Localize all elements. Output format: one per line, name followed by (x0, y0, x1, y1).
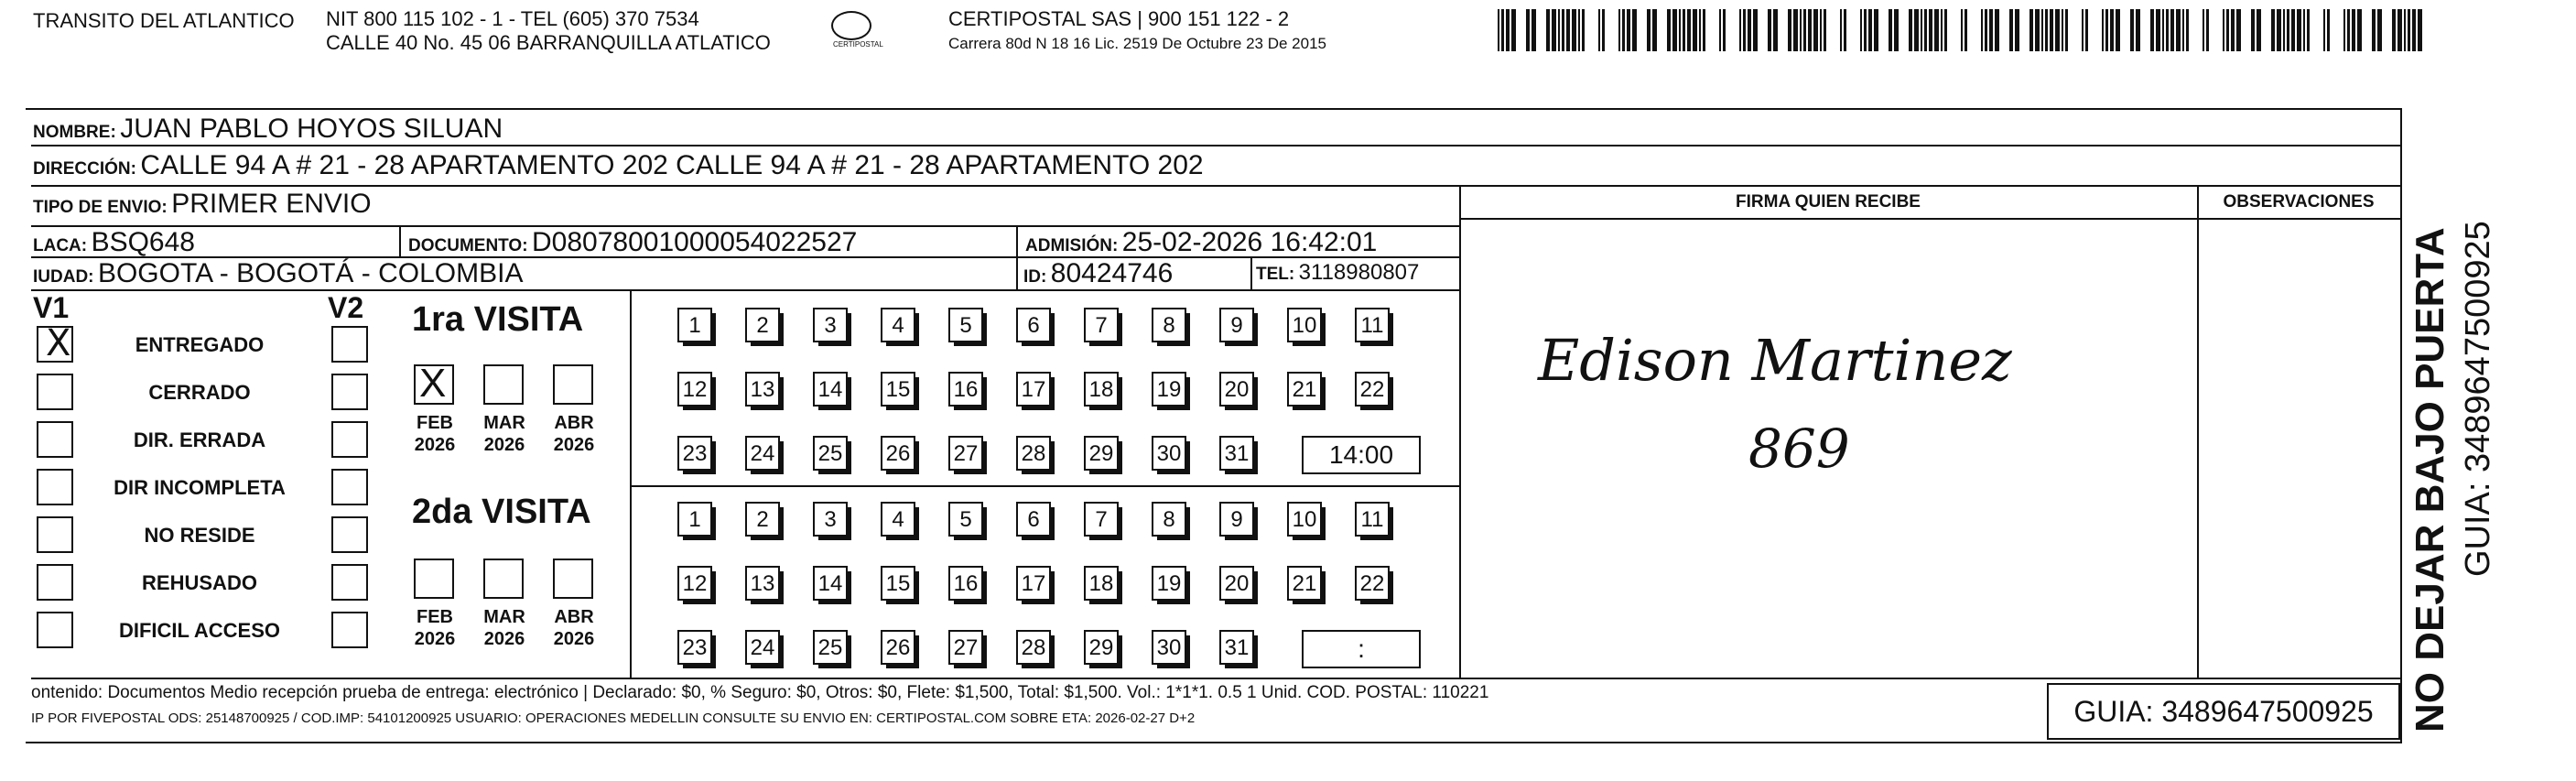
month-label: ABR 2026 (553, 413, 595, 455)
barcode-bar (1622, 9, 1625, 51)
day-box[interactable]: 15 (881, 372, 915, 407)
tel-cell: TEL: 3118980807 (1256, 260, 1420, 285)
month-label: MAR 2026 (483, 607, 525, 649)
shipment-type: PRIMER ENVIO (171, 189, 372, 219)
barcode-bar (2287, 9, 2289, 51)
barcode-bar (1981, 9, 1983, 51)
barcode-bar (2257, 9, 2261, 51)
barcode-bar (2170, 9, 2174, 51)
barcode-bar (1683, 9, 1685, 51)
day-box[interactable]: 17 (1016, 566, 1051, 601)
barcode-bar (2223, 9, 2224, 51)
barcode-bar (1552, 9, 1556, 51)
barcode-bar (1566, 9, 1570, 51)
barcode-bar (2343, 9, 2345, 51)
observations-header: OBSERVACIONES (2223, 192, 2375, 212)
barcode-bar (1868, 9, 1872, 51)
status-label: REHUSADO (142, 571, 257, 594)
barcode-bar (1985, 9, 1987, 51)
barcode-bar (1506, 9, 1510, 51)
barcode-bar (2110, 9, 2114, 51)
day-box[interactable]: 21 (1287, 372, 1322, 407)
barcode-bar (1652, 9, 1657, 51)
day-box[interactable]: 22 (1355, 372, 1390, 407)
day-box[interactable]: 28 (1016, 436, 1051, 471)
day-box[interactable]: 16 (948, 566, 983, 601)
barcode-bar (2347, 9, 2350, 51)
barcode-bar (1808, 9, 1812, 51)
barcode-bar (2226, 9, 2229, 51)
barcode-bar (1874, 9, 1878, 51)
barcode-bar (1941, 9, 1943, 51)
barcode-bar (1699, 9, 1701, 51)
day-box[interactable]: 1 (677, 502, 712, 537)
recipient-name: JUAN PABLO HOYOS SILUAN (120, 114, 503, 144)
company-name: TRANSITO DEL ATLANTICO (33, 9, 295, 32)
v2-label: V2 (328, 291, 364, 324)
day-box[interactable]: 14 (813, 372, 848, 407)
barcode-bar (2102, 9, 2104, 51)
day-box[interactable]: 19 (1152, 372, 1186, 407)
barcode-bar (1647, 9, 1651, 51)
day-box[interactable]: 30 (1152, 630, 1186, 665)
month-label: FEB 2026 (414, 607, 456, 649)
day-box[interactable]: 7 (1084, 502, 1119, 537)
document-cell: DOCUMENTO: D08078001000054022527 (408, 227, 858, 257)
barcode-bar (1739, 9, 1741, 51)
day-box[interactable]: 24 (745, 436, 780, 471)
barcode-bar (2291, 9, 2295, 51)
day-box[interactable]: 16 (948, 372, 983, 407)
barcode-bar (2105, 9, 2108, 51)
signature-header: FIRMA QUIEN RECIBE (1736, 192, 1921, 212)
v1-checkbox[interactable] (37, 469, 73, 505)
barcode-bar (2327, 9, 2330, 51)
barcode-bar (1964, 9, 1967, 51)
v2-checkbox[interactable] (331, 374, 368, 410)
barcode-bar (2186, 9, 2189, 51)
time-box[interactable]: 14:00 (1302, 436, 1421, 474)
footer-content: ontenido: Documentos Medio recepción prueba de entrega: electrónico | Declarado: $0, % Seguro: $0, Otros: $0, Flete: $1,500, Total: $1,500. Vol.: 1*1*1. 0.5 1 Unid. COD. POSTAL: 110221 (31, 683, 1489, 702)
barcode-bar (2085, 9, 2088, 51)
day-box[interactable]: 9 (1219, 308, 1254, 342)
v1-checkbox[interactable] (37, 374, 73, 410)
barcode-bar (2182, 9, 2184, 51)
barcode-bar (1598, 9, 1600, 51)
barcode-bar (1546, 9, 1550, 51)
barcode-bar (2404, 9, 2406, 51)
month-checkbox[interactable] (483, 364, 524, 405)
barcode-bar (1667, 9, 1671, 51)
barcode-bar (2130, 9, 2134, 51)
barcode-bar (2082, 9, 2084, 51)
barcode-bar (2323, 9, 2325, 51)
barcode-bar (2150, 9, 2154, 51)
barcode-bar (1511, 9, 1516, 51)
day-box[interactable]: 12 (677, 566, 712, 601)
day-box[interactable]: 7 (1084, 308, 1119, 342)
barcode-bar (2236, 9, 2241, 51)
signature-name: Edison Martinez (1538, 327, 2012, 394)
status-label: ENTREGADO (135, 333, 265, 356)
barcode-bar (1558, 9, 1560, 51)
barcode-bar (2297, 9, 2301, 51)
address-row: DIRECCIÓN: CALLE 94 A # 21 - 28 APARTAMENTO 202 CALLE 94 A # 21 - 28 APARTAMENTO 202 (33, 150, 1204, 180)
barcode-bar (2055, 9, 2060, 51)
barcode-bar (1889, 9, 1892, 51)
v1-label: V1 (33, 291, 70, 324)
signature-number: 869 (1748, 418, 1850, 480)
day-box[interactable]: 13 (745, 372, 780, 407)
barcode-bar (2116, 9, 2120, 51)
day-box[interactable]: 23 (677, 436, 712, 471)
barcode-bar (1800, 9, 1802, 51)
barcode-bar (1989, 9, 1993, 51)
barcode-bar (2418, 9, 2422, 51)
barcode-bar (1820, 9, 1822, 51)
barcode-bar (1723, 9, 1726, 51)
day-box[interactable]: 5 (948, 502, 983, 537)
day-box[interactable]: 1 (677, 308, 712, 342)
barcode-bar (1743, 9, 1746, 51)
day-box[interactable]: 26 (881, 436, 915, 471)
carrier-address: Carrera 80d N 18 16 Lic. 2519 De Octubre 23 De 2015 (948, 35, 1326, 52)
day-box[interactable]: 22 (1355, 566, 1390, 601)
day-box[interactable]: 6 (1016, 308, 1051, 342)
day-box[interactable]: 31 (1219, 436, 1254, 471)
day-box[interactable]: 14 (813, 566, 848, 601)
month-checkbox[interactable] (414, 559, 454, 599)
month-label: ABR 2026 (553, 607, 595, 649)
v1-checkbox[interactable] (37, 612, 73, 648)
nit-line: NIT 800 115 102 - 1 - TEL (605) 370 7534 (326, 7, 699, 30)
visit1-title: 1ra VISITA (412, 300, 584, 339)
barcode-bar (2062, 9, 2063, 51)
barcode-bar (2136, 9, 2140, 51)
v1-delivered-mark: X (46, 322, 71, 364)
day-box[interactable]: 13 (745, 566, 780, 601)
plate-cell: LACA: BSQ648 (33, 227, 195, 257)
v2-checkbox[interactable] (331, 421, 368, 458)
month-label: MAR 2026 (483, 413, 525, 455)
barcode-bar (1753, 9, 1758, 51)
v1-checkbox[interactable] (37, 516, 73, 553)
barcode-bar (2307, 9, 2310, 51)
barcode-bar (1909, 9, 1912, 51)
barcode-bar (1632, 9, 1637, 51)
guia-box: GUIA: 3489647500925 (2047, 683, 2400, 740)
day-box[interactable]: 4 (881, 502, 915, 537)
barcode-bar (2412, 9, 2416, 51)
barcode-bar (2271, 9, 2275, 51)
barcode-bar (2277, 9, 2281, 51)
day-box[interactable]: 18 (1084, 566, 1119, 601)
barcode-bar (1578, 9, 1580, 51)
month-label: FEB 2026 (414, 413, 456, 455)
barcode-bar (2357, 9, 2362, 51)
barcode-bar (1602, 9, 1605, 51)
day-box[interactable]: 10 (1287, 308, 1322, 342)
barcode-bar (1921, 9, 1922, 51)
barcode-bar (2045, 9, 2048, 51)
barcode-bar (2303, 9, 2305, 51)
barcode-bar (2397, 9, 2402, 51)
barcode-bar (1679, 9, 1681, 51)
side-warning: NO DEJAR BAJO PUERTA (2408, 227, 2452, 732)
barcode-bar (1995, 9, 1999, 51)
handwritten-signature (1520, 311, 2087, 494)
barcode-bar (2283, 9, 2285, 51)
barcode-bar (2372, 9, 2376, 51)
barcode-bar (1860, 9, 1862, 51)
barcode-bar (1840, 9, 1842, 51)
barcode-bar (1924, 9, 1927, 51)
v2-checkbox[interactable] (331, 612, 368, 648)
barcode-bar (2408, 9, 2410, 51)
barcode (1498, 9, 2428, 51)
barcode-bar (2035, 9, 2040, 51)
v1-checkbox[interactable] (37, 421, 73, 458)
day-box[interactable]: 29 (1084, 436, 1119, 471)
day-box[interactable]: 29 (1084, 630, 1119, 665)
status-label: DIR. ERRADA (133, 428, 266, 451)
name-row: NOMBRE: JUAN PABLO HOYOS SILUAN (33, 114, 503, 144)
barcode-bar (1501, 9, 1504, 51)
barcode-bar (1894, 9, 1899, 51)
v2-checkbox[interactable] (331, 516, 368, 553)
barcode-bar (1572, 9, 1576, 51)
barcode-bar (1562, 9, 1564, 51)
day-box[interactable]: 24 (745, 630, 780, 665)
day-box[interactable]: 10 (1287, 502, 1322, 537)
barcode-bar (1934, 9, 1939, 51)
barcode-bar (2162, 9, 2164, 51)
id-cell: ID: 80424746 (1023, 258, 1174, 288)
barcode-bar (1532, 9, 1536, 51)
day-box[interactable]: 27 (948, 630, 983, 665)
day-box[interactable]: 20 (1219, 566, 1254, 601)
time-box[interactable]: : (1302, 630, 1421, 668)
status-label: CERRADO (148, 381, 251, 404)
barcode-bar (1672, 9, 1677, 51)
day-box[interactable]: 5 (948, 308, 983, 342)
barcode-bar (2377, 9, 2382, 51)
barcode-bar (1914, 9, 1919, 51)
status-label: NO RESIDE (144, 524, 255, 547)
day-box[interactable]: 11 (1355, 308, 1390, 342)
barcode-bar (1526, 9, 1530, 51)
day-box[interactable]: 26 (881, 630, 915, 665)
barcode-bar (1627, 9, 1630, 51)
day-box[interactable]: 23 (677, 630, 712, 665)
barcode-bar (1719, 9, 1721, 51)
barcode-bar (1813, 9, 1818, 51)
barcode-bar (2251, 9, 2255, 51)
barcode-bar (2176, 9, 2181, 51)
logo-icon (831, 11, 871, 40)
barcode-bar (2009, 9, 2013, 51)
day-box[interactable]: 6 (1016, 502, 1051, 537)
month-mark: X (419, 361, 447, 406)
barcode-bar (1768, 9, 1771, 51)
day-box[interactable]: 2 (745, 308, 780, 342)
day-box[interactable]: 20 (1219, 372, 1254, 407)
day-box[interactable]: 8 (1152, 308, 1186, 342)
barcode-bar (1498, 9, 1499, 51)
address-line: CALLE 40 No. 45 06 BARRANQUILLA ATLATICO (326, 31, 771, 54)
barcode-bar (1582, 9, 1585, 51)
day-box[interactable]: 2 (745, 502, 780, 537)
recipient-address: CALLE 94 A # 21 - 28 APARTAMENTO 202 CALLE 94 A # 21 - 28 APARTAMENTO 202 (140, 150, 1204, 180)
barcode-bar (2203, 9, 2204, 51)
side-guia: GUIA: 3489647500925 (2459, 221, 2497, 577)
day-box[interactable]: 25 (813, 436, 848, 471)
visit2-title: 2da VISITA (412, 493, 591, 531)
barcode-bar (1824, 9, 1826, 51)
day-box[interactable]: 30 (1152, 436, 1186, 471)
v1-checkbox[interactable] (37, 564, 73, 601)
day-box[interactable]: 21 (1287, 566, 1322, 601)
status-label: DIR INCOMPLETA (114, 476, 286, 499)
barcode-bar (1618, 9, 1620, 51)
barcode-bar (2050, 9, 2053, 51)
type-row: TIPO DE ENVIO: PRIMER ENVIO (33, 189, 372, 219)
day-box[interactable]: 11 (1355, 502, 1390, 537)
barcode-bar (2231, 9, 2235, 51)
barcode-bar (2166, 9, 2169, 51)
v2-checkbox[interactable] (331, 326, 368, 363)
logo-text: CERTIPOSTAL (833, 40, 883, 49)
barcode-bar (2206, 9, 2209, 51)
day-box[interactable]: 17 (1016, 372, 1051, 407)
barcode-bar (2041, 9, 2043, 51)
barcode-bar (1748, 9, 1751, 51)
barcode-bar (1844, 9, 1846, 51)
day-box[interactable]: 27 (948, 436, 983, 471)
day-box[interactable]: 25 (813, 630, 848, 665)
day-box[interactable]: 28 (1016, 630, 1051, 665)
month-checkbox[interactable] (553, 364, 593, 405)
barcode-bar (1944, 9, 1947, 51)
barcode-bar (1929, 9, 1932, 51)
city-cell: IUDAD: BOGOTA - BOGOTÁ - COLOMBIA (33, 258, 524, 288)
barcode-bar (1773, 9, 1778, 51)
barcode-bar (1961, 9, 1963, 51)
barcode-bar (1703, 9, 1705, 51)
day-box[interactable]: 15 (881, 566, 915, 601)
barcode-bar (2029, 9, 2033, 51)
carrier-name: CERTIPOSTAL SAS | 900 151 122 - 2 (948, 7, 1290, 30)
status-label: DIFICIL ACCESO (118, 619, 280, 642)
admission-cell: ADMISIÓN: 25-02-2026 16:42:01 (1025, 227, 1378, 257)
day-box[interactable]: 19 (1152, 566, 1186, 601)
v2-checkbox[interactable] (331, 469, 368, 505)
day-box[interactable]: 3 (813, 502, 848, 537)
day-box[interactable]: 18 (1084, 372, 1119, 407)
barcode-bar (2392, 9, 2396, 51)
day-box[interactable]: 9 (1219, 502, 1254, 537)
month-checkbox[interactable] (553, 559, 593, 599)
month-checkbox[interactable] (483, 559, 524, 599)
barcode-bar (1803, 9, 1806, 51)
barcode-bar (1693, 9, 1697, 51)
day-box[interactable]: 4 (881, 308, 915, 342)
v2-checkbox[interactable] (331, 564, 368, 601)
barcode-bar (1864, 9, 1867, 51)
barcode-bar (2015, 9, 2019, 51)
barcode-bar (1788, 9, 1791, 51)
barcode-bar (2156, 9, 2160, 51)
day-box[interactable]: 3 (813, 308, 848, 342)
barcode-bar (2065, 9, 2068, 51)
barcode-bar (1687, 9, 1691, 51)
barcode-bar (2352, 9, 2355, 51)
day-box[interactable]: 12 (677, 372, 712, 407)
footer-ops: IP POR FIVEPOSTAL ODS: 25148700925 / COD.IMP: 54101200925 USUARIO: OPERACIONES MEDELLIN CONSULTE SU ENVIO EN: CERTIPOSTAL.COM SOBRE ETA: 2026-02-27 D+2 (31, 710, 1196, 726)
barcode-bar (1793, 9, 1798, 51)
day-box[interactable]: 31 (1219, 630, 1254, 665)
day-box[interactable]: 8 (1152, 502, 1186, 537)
